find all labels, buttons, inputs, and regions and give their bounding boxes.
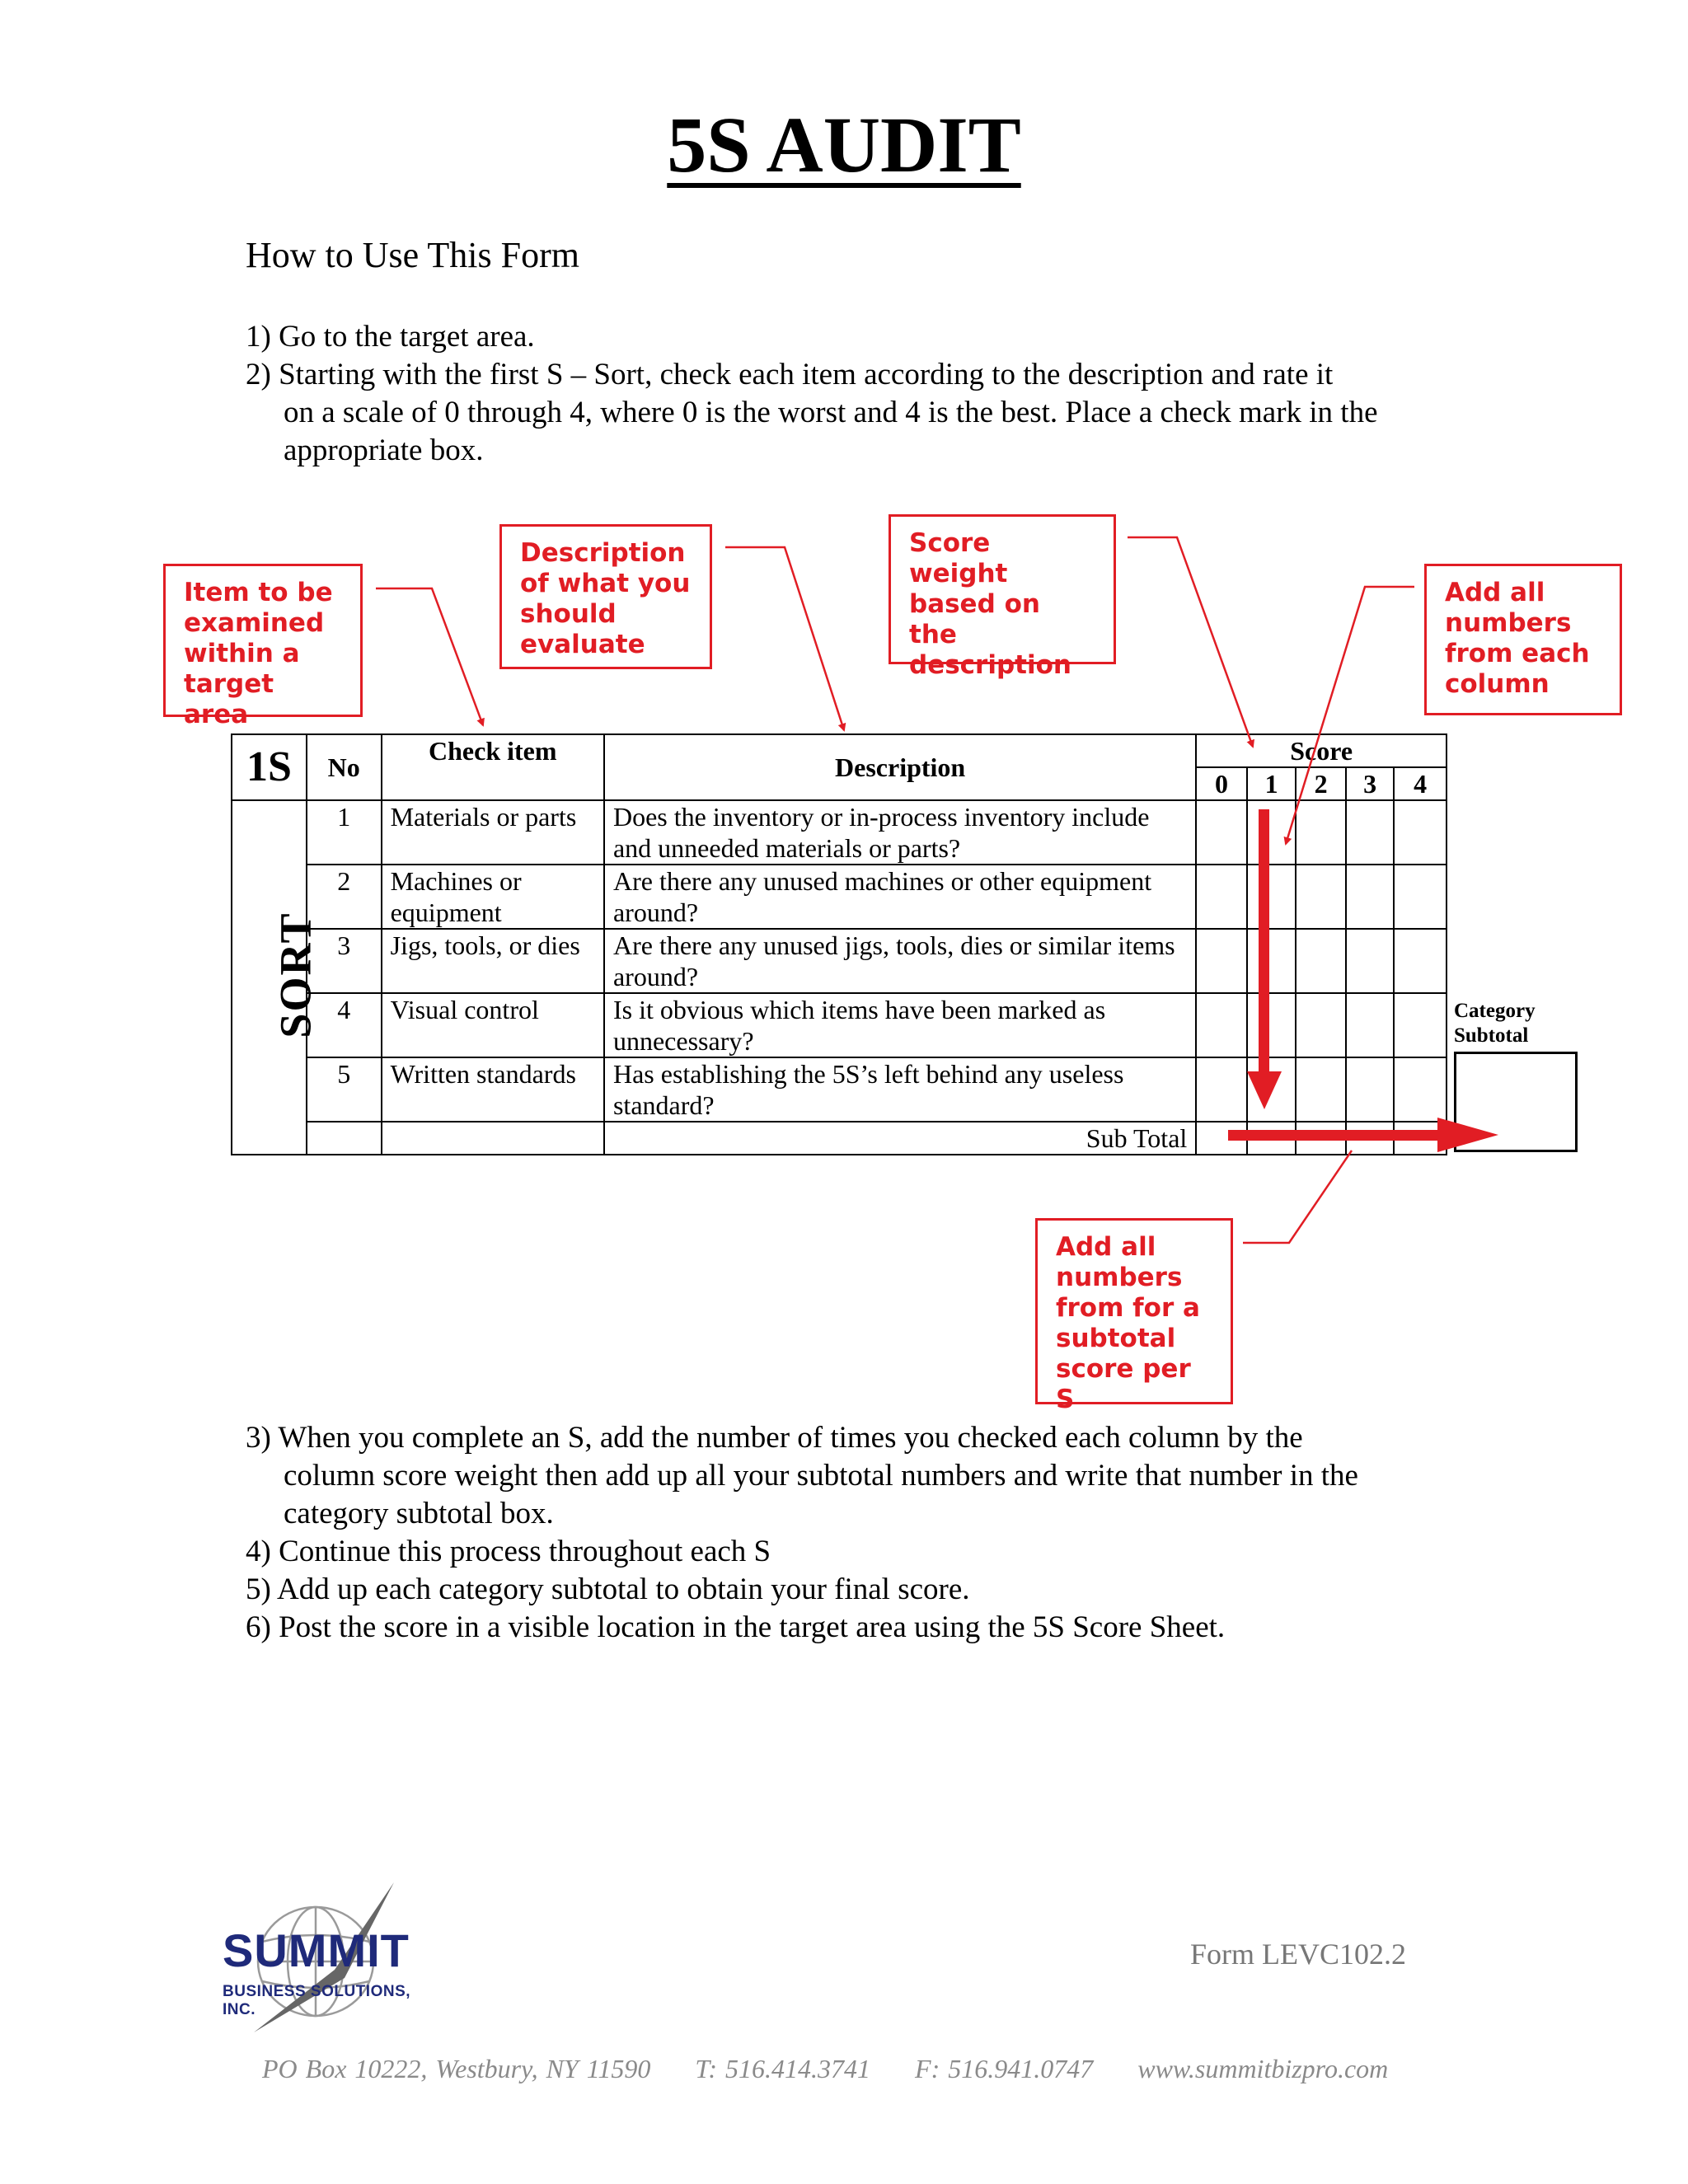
subtotal-row — [232, 1122, 1447, 1155]
table-row — [232, 800, 1447, 865]
callout-column-total: Add all numbers from each column — [1424, 564, 1622, 715]
checkbox-cell[interactable] — [1346, 929, 1395, 993]
score-4: 4 — [1394, 767, 1447, 800]
item-description: Does the inventory or in-process inventory include and unneeded materials or parts? — [604, 800, 1196, 865]
checkbox-cell[interactable] — [1196, 929, 1247, 993]
logo-tagline: BUSINESS SOLUTIONS, INC. — [223, 1983, 411, 2018]
logo-name: SUMMIT — [223, 1924, 410, 1976]
step-5 — [246, 1571, 1449, 1609]
row-number: 5 — [307, 1057, 382, 1122]
leader-line-subtotal — [1243, 1151, 1352, 1243]
score-0: 0 — [1196, 767, 1247, 800]
leader-line-item — [376, 588, 483, 725]
check-item: Machines or equipment — [382, 865, 604, 929]
checkbox-cell[interactable] — [1296, 865, 1346, 929]
audit-table — [231, 733, 1447, 1155]
checkbox-cell[interactable] — [1196, 865, 1247, 929]
check-item: Written standards — [382, 1057, 604, 1122]
checkbox-cell[interactable] — [1247, 993, 1296, 1057]
step-2 — [246, 356, 1449, 470]
footer-phone: T: 516.414.3741 — [695, 2054, 871, 2083]
page-title: 5S AUDIT — [667, 101, 1021, 189]
empty-cell — [307, 1122, 382, 1155]
step-number: 3) — [246, 1421, 271, 1455]
checkbox-cell[interactable] — [1196, 993, 1247, 1057]
footer — [262, 2054, 1388, 2084]
callout-check-item: Item to be examined within a target area — [163, 564, 363, 717]
step-text: Starting with the first S – Sort, check each item according to the description and rate it — [279, 358, 1334, 391]
footer-address: PO Box 10222, Westbury, NY 11590 — [262, 2054, 651, 2083]
table-row — [232, 865, 1447, 929]
step-1 — [246, 318, 1449, 356]
checkbox-cell[interactable] — [1296, 993, 1346, 1057]
company-logo — [221, 1871, 435, 2044]
item-description: Is it obvious which items have been marked as unnecessary? — [604, 993, 1196, 1057]
instructions-top — [246, 318, 1449, 470]
table-row — [232, 993, 1447, 1057]
step-3 — [246, 1419, 1449, 1533]
checkbox-cell[interactable] — [1394, 929, 1447, 993]
score-2: 2 — [1296, 767, 1346, 800]
row-number: 1 — [307, 800, 382, 865]
subtotal-cell[interactable] — [1296, 1122, 1346, 1155]
callout-subtotal: Add all numbers from for a subtotal score per S — [1035, 1218, 1233, 1404]
subtotal-cell[interactable] — [1196, 1122, 1247, 1155]
category-name-cell — [232, 800, 321, 1155]
subtotal-cell[interactable] — [1346, 1122, 1395, 1155]
leader-line-score — [1128, 537, 1253, 747]
score-1: 1 — [1247, 767, 1296, 800]
table-row — [232, 1057, 1447, 1122]
item-description: Has establishing the 5S’s left behind any useless standard? — [604, 1057, 1196, 1122]
subtotal-cell[interactable] — [1247, 1122, 1296, 1155]
check-item: Visual control — [382, 993, 604, 1057]
category-name: SORT — [270, 911, 321, 1038]
checkbox-cell[interactable] — [1394, 1057, 1447, 1122]
checkbox-cell[interactable] — [1346, 800, 1395, 865]
step-number: 5) — [246, 1572, 271, 1606]
header-check-item: Check item — [382, 734, 604, 800]
item-description: Are there any unused machines or other equipment around? — [604, 865, 1196, 929]
header-description: Description — [604, 734, 1196, 800]
step-text-continued: column score weight then add up all your subtotal numbers and write that number in the category subtotal box. — [284, 1459, 1358, 1530]
leader-line-description — [725, 547, 844, 730]
checkbox-cell[interactable] — [1346, 993, 1395, 1057]
checkbox-cell[interactable] — [1247, 865, 1296, 929]
section-subtitle: How to Use This Form — [246, 235, 579, 275]
checkbox-cell[interactable] — [1296, 1057, 1346, 1122]
checkbox-cell[interactable] — [1296, 929, 1346, 993]
step-text: Add up each category subtotal to obtain your final score. — [277, 1572, 970, 1606]
empty-cell — [382, 1122, 604, 1155]
header-no: No — [307, 734, 382, 800]
checkbox-cell[interactable] — [1296, 800, 1346, 865]
step-text: Go to the target area. — [279, 320, 535, 354]
checkbox-cell[interactable] — [1394, 800, 1447, 865]
table-row — [232, 929, 1447, 993]
step-number: 2) — [246, 358, 271, 391]
checkbox-cell[interactable] — [1394, 993, 1447, 1057]
checkbox-cell[interactable] — [1346, 865, 1395, 929]
step-number: 4) — [246, 1535, 271, 1568]
checkbox-cell[interactable] — [1394, 865, 1447, 929]
step-text: When you complete an S, add the number of times you checked each column by the — [278, 1421, 1303, 1455]
step-text: Post the score in a visible location in the target area using the 5S Score Sheet. — [279, 1610, 1226, 1644]
sub-total-label: Sub Total — [604, 1122, 1196, 1155]
step-text: Continue this process throughout each S — [279, 1535, 771, 1568]
row-number: 2 — [307, 865, 382, 929]
subtotal-cell[interactable] — [1394, 1122, 1447, 1155]
step-4 — [246, 1533, 1449, 1571]
form-code: Form LEVC102.2 — [1190, 1938, 1407, 1971]
step-number: 6) — [246, 1610, 271, 1644]
header-score: Score — [1196, 734, 1447, 767]
footer-website: www.summitbizpro.com — [1137, 2054, 1389, 2083]
score-3: 3 — [1346, 767, 1395, 800]
step-number: 1) — [246, 320, 271, 354]
checkbox-cell[interactable] — [1247, 800, 1296, 865]
category-code: 1S — [232, 734, 307, 800]
callout-score-weight: Score weight based on the description — [889, 514, 1116, 664]
check-item: Materials or parts — [382, 800, 604, 865]
step-text-continued: on a scale of 0 through 4, where 0 is the worst and 4 is the best. Place a check mark in the appropriate box. — [284, 396, 1378, 467]
row-number: 3 — [307, 929, 382, 993]
category-subtotal-box[interactable] — [1454, 1052, 1578, 1152]
item-description: Are there any unused jigs, tools, dies or similar items around? — [604, 929, 1196, 993]
checkbox-cell[interactable] — [1196, 800, 1247, 865]
checkbox-cell[interactable] — [1346, 1057, 1395, 1122]
instructions-bottom — [246, 1419, 1449, 1647]
step-6 — [246, 1609, 1449, 1647]
callout-description: Description of what you should evaluate — [499, 524, 712, 669]
checkbox-cell[interactable] — [1196, 1057, 1247, 1122]
row-number: 4 — [307, 993, 382, 1057]
footer-fax: F: 516.941.0747 — [915, 2054, 1094, 2083]
check-item: Jigs, tools, or dies — [382, 929, 604, 993]
checkbox-cell[interactable] — [1247, 1057, 1296, 1122]
checkbox-cell[interactable] — [1247, 929, 1296, 993]
category-subtotal-label: Category Subtotal — [1454, 1000, 1536, 1047]
